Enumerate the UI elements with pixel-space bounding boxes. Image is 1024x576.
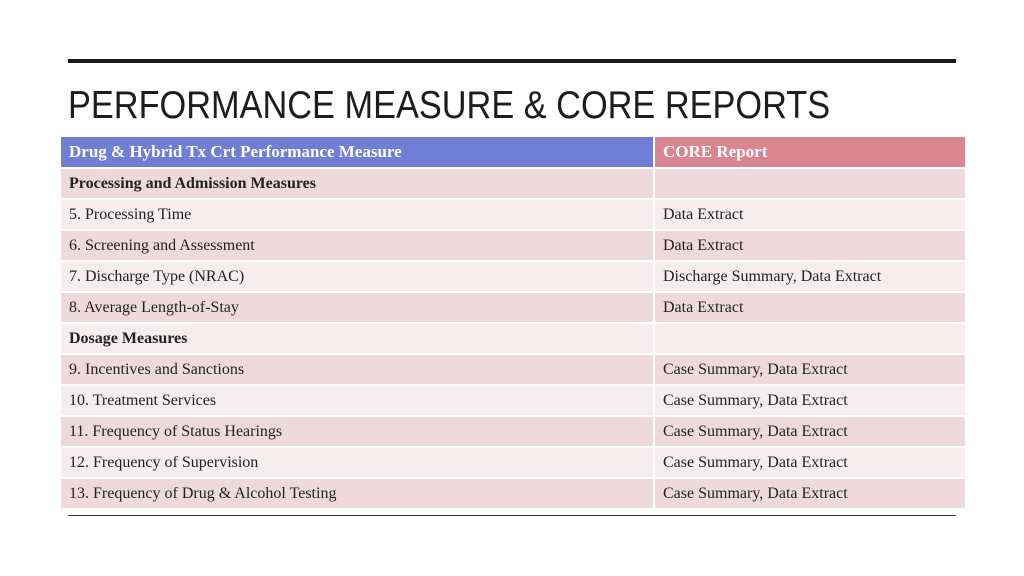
section-heading: Processing and Admission Measures [60,168,654,199]
table-row [60,230,965,261]
measure-cell: 6. Screening and Assessment [60,230,654,261]
report-cell: Discharge Summary, Data Extract [654,261,965,292]
report-cell: Data Extract [654,230,965,261]
report-cell: Case Summary, Data Extract [654,385,965,416]
table-row [60,292,965,323]
table-row [60,385,965,416]
report-cell: Case Summary, Data Extract [654,447,965,478]
section-row [60,323,965,354]
table-row [60,354,965,385]
table-row [60,447,965,478]
measure-cell: 11. Frequency of Status Hearings [60,416,654,447]
measure-cell: 5. Processing Time [60,199,654,230]
report-cell: Case Summary, Data Extract [654,354,965,385]
measure-cell: 9. Incentives and Sanctions [60,354,654,385]
section-row [60,168,965,199]
top-divider [68,59,956,63]
report-cell [654,323,965,354]
table-row [60,416,965,447]
measures-table [59,135,965,508]
measure-cell: 12. Frequency of Supervision [60,447,654,478]
report-cell: Case Summary, Data Extract [654,416,965,447]
page-title: PERFORMANCE MEASURE & CORE REPORTS [68,84,831,127]
bottom-divider [68,515,956,516]
report-cell: Data Extract [654,199,965,230]
table-header-row [60,136,965,168]
measure-cell: 10. Treatment Services [60,385,654,416]
report-cell [654,168,965,199]
report-cell: Data Extract [654,292,965,323]
header-performance-measure: Drug & Hybrid Tx Crt Performance Measure [60,136,654,168]
header-core-report: CORE Report [654,136,965,168]
measure-cell: 13. Frequency of Drug & Alcohol Testing [60,478,654,508]
table-row [60,261,965,292]
section-heading: Dosage Measures [60,323,654,354]
table-row [60,199,965,230]
measure-cell: 7. Discharge Type (NRAC) [60,261,654,292]
report-cell: Case Summary, Data Extract [654,478,965,508]
table-row [60,478,965,508]
measure-cell: 8. Average Length-of-Stay [60,292,654,323]
